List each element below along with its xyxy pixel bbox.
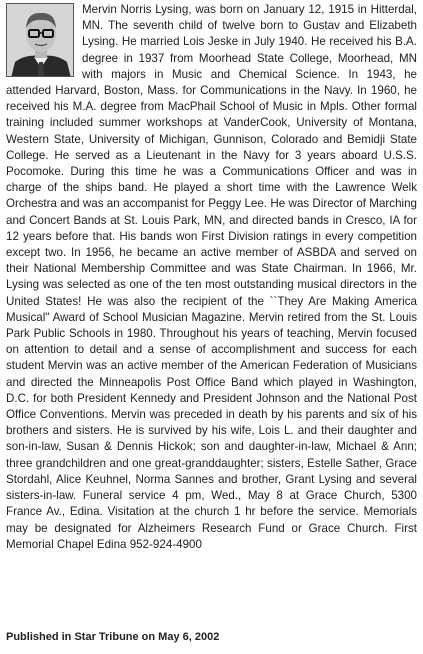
portrait-photo xyxy=(6,3,74,77)
portrait-photo-image xyxy=(7,4,74,77)
obituary-text: Mervin Norris Lysing, was born on January 12, 1915 in Hitterdal, MN. The seventh child of twelve born to Gustav and Elizabeth Lysing. He married Lois Jeske in July 1940. He received his B.A. degree in 1937 from Moorhead State College, Moorhead, MN with majors in Music and Chemical Science. In 1943, he attended Harvard, Boston, Mass. for Communications in the Navy. In 1960, he received his M.A. degree from MacPhail School of Music in Mpls. Other formal training included summer workshops at VanderCook, University of Montana, Western State, University of Michigan, Gunnison, Colorado and Bemidji State College. He served as a Lieutenant in the Navy for 3 years aboard U.S.S. Pocomoke. During this time he was a Communications Officer and was in charge of the ships band. He played a short time with the Lawrence Welk Orchestra and was an accompanist for Peggy Lee. He was Director of Marching and Concert Bands at St. Louis Park, MN, and directed bands in Cresco, IA for 12 years before that. His bands won First Division ratings in every competition except two. In 1956, he became an active member of ASBDA and served on their National Membership Committee and was State Chairman. In 1966, Mr. Lysing was selected as one of the ten most outstanding musical directors in the United States! He was also the recipient of the ``They Are Making America Musical" Award of School Musician Magazine. Mervin retired from the St. Louis Park Public Schools in 1980. Throughout his years of teaching, Mervin focused on attention to detail and a sense of accomplishment and success for each student Mervin was an active member of the American Federation of Musicians and directed the Minneapolis Post Office Band which played in Washington, D.C. for both President Kennedy and President Johnson and the National Post Office Conventions. Mervin was preceded in death by his parents and six of his brothers and sisters. He is survived by his wife, Lois L. and their daughter and son-in-law, Susan & Dennis Hickok; son and daughter-in-law, Michael & Ann; three grandchildren and one great-granddaughter; sisters, Estelle Sather, Grace Stordahl, Alice Keuhnel, Norma Sannes and brother, Grant Lysing and several sisters-in-law. Funeral service 4 pm, Wed., May 8 at Grace Church, 5300 France Av., Edina. Visitation at the church 1 hr before the service. Memorials may be designated for Alzheimers Research Fund or Grace Church. First Memorial Chapel Edina 952-924-4900 xyxy=(6,3,417,551)
published-note: Published in Star Tribune on May 6, 2002 xyxy=(6,631,220,643)
obituary-block xyxy=(6,2,417,553)
